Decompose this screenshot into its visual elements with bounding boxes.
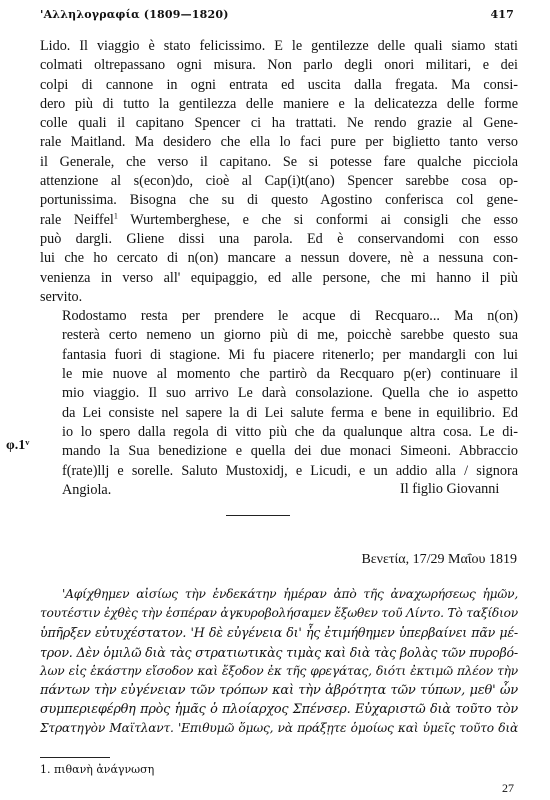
text-line: Angiola. [62, 481, 112, 498]
text-line: dero più di tutto la gentilezza delle maniere e la delicatezza delle forme [40, 95, 518, 112]
text-line: venienza in verso all' equipaggio, ed alle persone, che mi hanno il più [40, 269, 518, 286]
text-line: Στρατηγὸν Μαϊτλαντ. 'Επιθυμῶ ὅμως, νὰ πράξῃτε ὁμοίως καὶ ὑμεῖς τοῦτο διὰ [40, 721, 518, 736]
running-head-page-number: 417 [490, 8, 514, 21]
text-line: f(rate)llj e sorelle. Saluto Mustoxidj, e Licudi, e un addio alla / signora [62, 462, 518, 479]
text-line-with-footnote [40, 211, 518, 230]
italian-letter-body [40, 37, 518, 500]
text-line: può dargli. Gliene dissi una parola. Ed è conservandomi con esso [40, 230, 518, 247]
text-line: ὑπῆρξεν εὐτυχέστατον. 'Η δὲ εὐγένεια δι' ἧς ἐτιμήθημεν ὑπερβαίνει πᾶν μέ- [40, 625, 518, 641]
footnote-divider [40, 757, 110, 758]
text-line: resterà certo nemeno un giorno più di me, poicchè sarebbe questo sua [62, 327, 518, 344]
text-line: le mie nuove al momento che partirò da Recquaro p(er) continuare il [62, 366, 518, 383]
letter-signature: Il figlio Giovanni [400, 481, 500, 497]
text-line: lui che ho cercato di n(on) mancare a nessun dovere, nè a nessuna con- [40, 250, 518, 267]
text-line: colpi di cannone in ogni entrata ed uscita dalla fregata. Ma consi- [40, 76, 518, 93]
text-line: servito. [40, 288, 83, 305]
text-line: mando la Sua benedizione e quella dei due monaci Simeoni. Abbraccio [62, 443, 518, 460]
section-divider [226, 515, 290, 516]
text-line: συμπεριεφέρθη πρὸς ἡμᾶς ὁ πλοίαρχος Σπένσερ. Εὐχαριστῶ διὰ τοῦτο τὸν [40, 702, 518, 718]
footnote-marker: 1 [113, 210, 118, 220]
text-line: rale Maitland. Ma desidero che ella lo faci pure per biglietto tanto verso [40, 134, 518, 151]
text-line: Lido. Il viaggio è stato felicissimo. E le gentilezze delle quali siamo stati [40, 38, 518, 54]
folio-margin-note: φ.1ᵛ [6, 438, 30, 453]
italian-paragraph-1 [40, 37, 518, 307]
footnote: 1. πιθανὴ ἀνάγνωση [40, 763, 155, 776]
text-fragment: rale Neiffel [40, 211, 114, 228]
greek-dateline: Βενετία, 17/29 Μαΐου 1819 [361, 552, 517, 567]
greek-translation-body [40, 585, 518, 739]
text-line: fantasia fuori di stagione. Mi fu piacere ritenerlo; per mandargli con lui [62, 346, 518, 363]
italian-paragraph-2 [40, 307, 518, 500]
text-line: il Generale, che verso il capitano. Se si potesse fare qualche picciola [40, 153, 518, 170]
text-line: da Lei consiste nel sapere la di Lei salute ferma e bene in equilibrio. Ed [62, 404, 518, 421]
text-line: λων εἰς ἑκάστην εἴσοδον καὶ ἔξοδον ἐκ τῆς φρεγάτας, διότι ἐκτιμῶ πλέον τὴν [40, 663, 518, 678]
text-line: 'Αφίχθημεν αἰσίως τὴν ἑνδεκάτην ἡμέραν ἀπὸ τῆς ἀναχωρήσεως ἡμῶν, [62, 587, 518, 601]
page-number: 27 [502, 781, 514, 795]
text-fragment: Wurtemberghese, e che si conformi ai consigli che esso [130, 211, 518, 228]
text-line: τουτέστιν ἐχθὲς τὴν ἑσπέραν ἀγκυροβολήσαμεν ἔξωθεν τοῦ Λίντο. Τὸ ταξίδιον [40, 606, 518, 621]
running-head [40, 8, 514, 24]
text-line: τρον. Δὲν ὁμιλῶ διὰ τὰς στρατιωτικὰς τιμὰς καὶ διὰ τὰς βολὰς τῶν πυροβό- [40, 644, 518, 660]
text-line: colle quali il capitano Spencer ci ha trattati. Ne rendo grazie al Gene- [40, 115, 518, 132]
text-line: mio viaggio. Il suo arrivo Le darà consolazione. Quella che io aspetto [62, 385, 518, 402]
text-line: portunissima. Bisogna che su di questo Agostino conferisca col gene- [40, 192, 518, 209]
text-line: attenzione al s(econ)do, cioè al Cap(i)t(ano) Spencer sarebbe cosa op- [40, 173, 518, 190]
text-line: πάντων τὴν εὐγένειαν τῶν τρόπων καὶ τὴν ἀβρότητα τῶν τύπων, μεθ' ὧν [40, 683, 518, 699]
running-head-title: 'Αλληλογραφία (1809—1820) [40, 8, 229, 21]
text-line: Rodostamo resta per prendere le acque di Recquaro... Ma n(on) [62, 308, 518, 325]
text-line: colmati oltrepassano ogni misura. Non parlo degli onori militari, e dei [40, 57, 518, 74]
text-line: io lo spero dalla regola di vitto più che da qualunque altra cosa. Le di- [62, 423, 518, 440]
